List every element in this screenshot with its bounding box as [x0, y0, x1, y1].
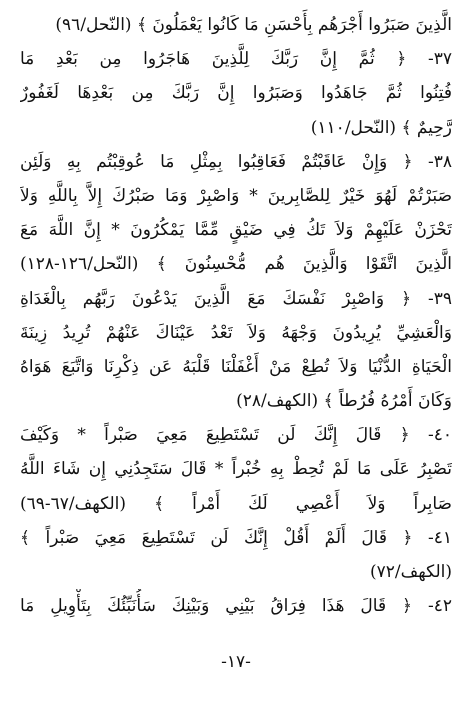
text-line-8: الَّذِينَ اتَّقَوْا وَالَّذِينَ هُم مُّحْسِنُونَ ﴾ (النّحل/١٢٦-١٢٨)	[20, 254, 452, 275]
text-line-2: ٣٧- ﴿ ثُمَّ إِنَّ رَبَّكَ لِلَّذِينَ هَاجَرُوا مِن بَعْدِ مَا	[20, 49, 452, 70]
text-line-3: فُتِنُوا ثُمَّ جَاهَدُوا وَصَبَرُوا إِنَّ رَبَّكَ مِن بَعْدِهَا لَغَفُورٌ	[20, 83, 452, 104]
text-line-18: ٤٢- ﴿ قَالَ هَذَا فِرَاقُ بَيْنِي وَبَيْنِكَ سَأُنَبِّئُكَ بِتَأْوِيلِ مَا	[20, 596, 452, 617]
text-line-13: ٤٠- ﴿ قَالَ إِنَّكَ لَن تَسْتَطِيعَ مَعِيَ صَبْراً * وَكَيْفَ	[20, 425, 452, 446]
text-line-1: الَّذِينَ صَبَرُوا أَجْرَهُم بِأَحْسَنِ مَا كَانُوا يَعْمَلُونَ ﴾ (النّحل/٩٦)	[55, 15, 452, 35]
text-line-6: صَبَرْتُمْ لَهُوَ خَيْرٌ لِلصَّابِرينَ * وَاصْبِرْ وَمَا صَبْرُكَ إِلاَّ بِاللَّهِ وَلاَ	[20, 185, 452, 206]
page-number: -١٧-	[221, 652, 251, 672]
text-line-17: (الكهف/٧٢)	[370, 562, 452, 582]
text-line-12: وَكَانَ أَمْرُهُ فُرُطاً ﴾ (الكهف/٢٨)	[236, 391, 452, 412]
text-line-4: رَّحِيمٌ ﴾ (النّحل/١١٠)	[310, 117, 452, 138]
text-line-9: ٣٩- ﴿ وَاصْبِرْ نَفْسَكَ مَعَ الَّذِينَ يَدْعُونَ رَبَّهُم بِالْغَدَاةِ	[20, 288, 452, 309]
text-line-14: تَصْبِرُ عَلَى مَا لَمْ تُحِطْ بِهِ خُبْراً * قَالَ سَتَجِدُنِي إِن شَاءَ اللَّهُ	[20, 459, 452, 480]
text-line-7: تَحْزَنْ عَلَيْهِمْ وَلاَ تَكُ فِي ضَيْقٍ مِّمَّا يَمْكُرُونَ * إِنَّ اللَّهَ مَعَ	[20, 220, 452, 241]
text-line-10: وَالْعَشِيِّ يُرِيدُونَ وَجْهَهُ وَلاَ تَعْدُ عَيْنَاكَ عَنْهُمْ تُرِيدُ زِينَةَ	[20, 322, 452, 343]
text-line-11: الْحَيَاةِ الدُّنْيَا وَلاَ تُطِعْ مَنْ أَغْفَلْنَا قَلْبَهُ عَن ذِكْرِنَا وَاتَّبَعَ هَوَاهُ	[20, 356, 452, 377]
text-line-16: ٤١- ﴿ قَالَ أَلَمْ أَقُلْ إِنَّكَ لَن تَسْتَطِيعَ مَعِيَ صَبْراً ﴾	[20, 527, 452, 548]
text-line-15: صَابِراً وَلاَ أَعْصِي لَكَ أَمْراً ﴾ (الكهف/٦٧-٦٩)	[20, 493, 452, 514]
text-line-5: ٣٨- ﴿ وَإِنْ عَاقَبْتُمْ فَعَاقِبُوا بِمِثْلِ مَا عُوقِبْتُم بِهِ وَلَئِن	[20, 151, 452, 172]
